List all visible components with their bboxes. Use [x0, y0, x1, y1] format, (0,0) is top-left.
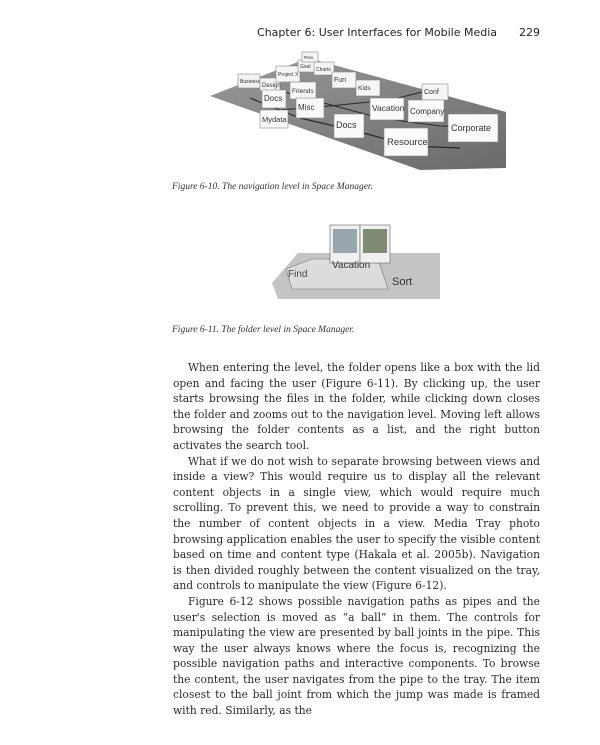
folder	[334, 114, 364, 138]
folder	[384, 128, 428, 156]
folder	[262, 90, 286, 108]
body-text	[173, 360, 540, 719]
folder	[356, 80, 380, 96]
folder	[302, 52, 318, 62]
folder	[314, 62, 334, 75]
folder-label: Resource	[387, 137, 428, 148]
folder-label: Corporate	[451, 123, 492, 133]
folder-label: Misc	[298, 103, 315, 112]
folder-label: Goal	[300, 64, 311, 70]
chapter-title: Chapter 6: User Interfaces for Mobile Media	[257, 26, 497, 39]
folder	[290, 82, 316, 99]
folder-label: Kids	[358, 85, 371, 92]
figure-navigation-level	[210, 48, 506, 170]
paragraph: What if we do not wish to separate browsing between views and inside a view? This would require us to display all the relevant content objects in a single view, which would require much scrolling. To prevent this, we need to provide a way to constrain the number of content objects in a view. Media Tray photo browsing application enables the user to specify the visible content based on time and content type (Hakala et al. 2005b). Navigation is then divided roughly between the content visualized on the tray, and controls to manipulate the view (Figure 6-12).	[173, 454, 540, 593]
folder	[422, 84, 448, 100]
figure-caption: Figure 6-11. The folder level in Space Manager.	[172, 325, 355, 335]
folder	[448, 114, 498, 142]
figure-caption: Figure 6-10. The navigation level in Space Manager.	[172, 182, 373, 192]
folder-label: Docs	[264, 94, 283, 103]
photo-image	[363, 229, 387, 253]
folder-label: Company	[410, 107, 445, 116]
sort-label: Sort	[392, 276, 413, 288]
folder	[296, 98, 324, 118]
running-header	[160, 26, 540, 39]
folder-label: Charts	[316, 67, 331, 73]
folder	[408, 100, 444, 122]
folder-label: Mydata	[262, 115, 287, 124]
folder-label: Conf	[424, 89, 439, 96]
folder-label: Fun	[334, 77, 347, 84]
paragraph: When entering the level, the folder opens like a box with the lid open and facing the user (Figure 6-11). By clicking up, the user starts browsing the files in the folder, while clicking down closes the folder and zooms out to the navigation level. Moving left allows browsing the folder contents as a list, and the right button activates the search tool.	[173, 361, 540, 452]
folder-label: Design	[262, 83, 281, 89]
navigation-level-illustration	[210, 48, 506, 170]
folder	[332, 72, 356, 88]
page-number: 229	[519, 26, 540, 39]
folder-label: Friends	[292, 88, 314, 95]
folder-label: Vacation	[372, 103, 405, 113]
vacation-label: Vacation	[332, 260, 371, 271]
find-label: Find	[288, 269, 308, 280]
folder	[260, 110, 288, 128]
folder	[370, 98, 405, 120]
folder	[276, 66, 300, 82]
folder	[238, 74, 261, 88]
folder-label: Prev	[304, 55, 314, 60]
figure-folder-level	[272, 223, 440, 303]
folder-label: Docs	[336, 120, 357, 130]
folder-level-illustration	[272, 223, 440, 303]
paragraph: Figure 6-12 shows possible navigation paths as pipes and the user's selection is moved as “a ball” in them. The controls for manipulating the view are presented by ball joints in the pipe. This way the user always knows where the focus is, recognizing the possible navigation paths and interactive components. To browse the content, the user navigates from the pipe to the tray. The item closest to the ball joint from which the jump was made is framed with red. Similarly, as the	[173, 594, 540, 718]
folder-label: Business	[240, 79, 261, 85]
folder-label: Project X	[278, 72, 299, 78]
photo-image	[333, 229, 357, 253]
